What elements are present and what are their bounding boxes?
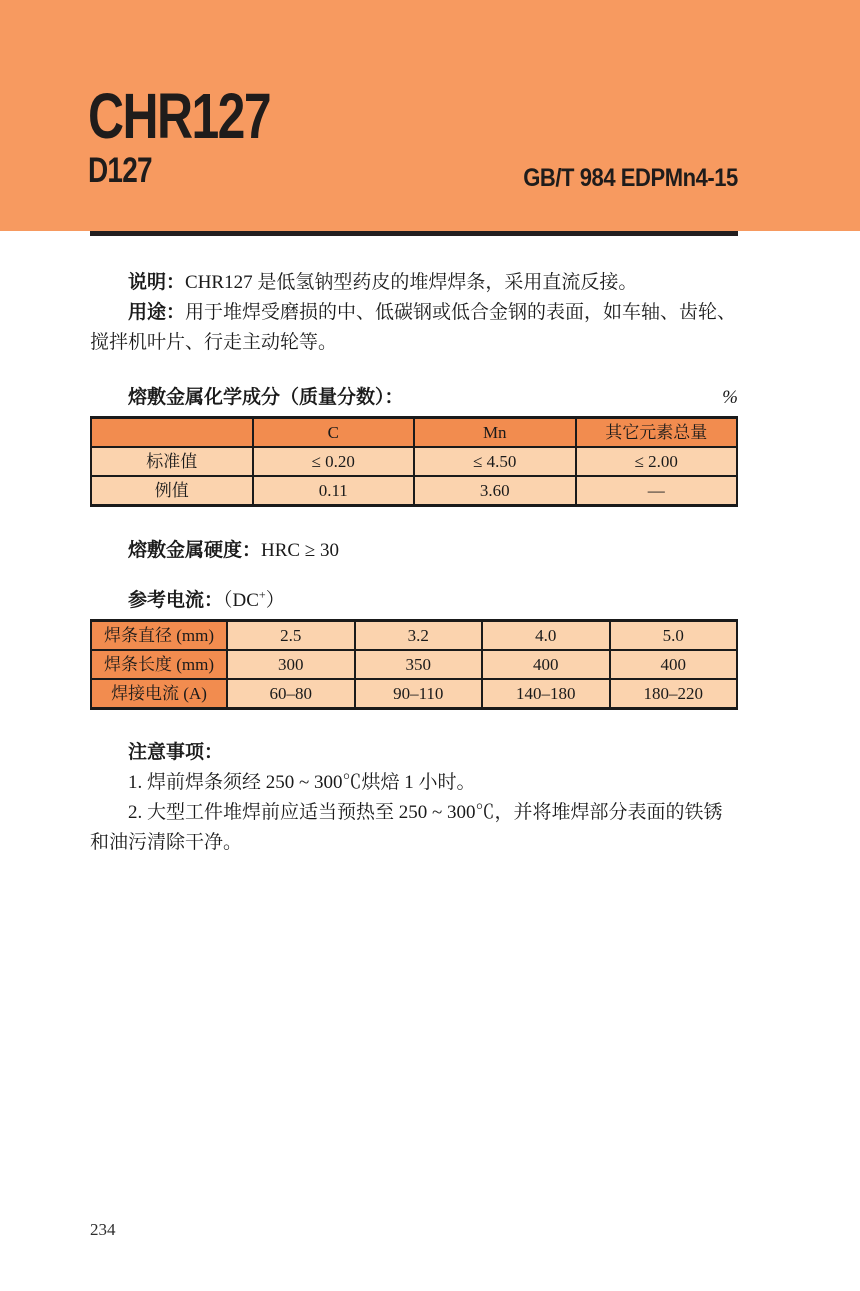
current-condition-prefix: （DC	[223, 590, 259, 611]
hardness-label: 熔敷金属硬度：	[128, 540, 262, 561]
composition-col-header-c: C	[253, 418, 415, 448]
header-banner	[0, 0, 860, 231]
parameters-cell: 400	[610, 650, 738, 679]
row-label: 标准值	[91, 447, 253, 476]
current-label: 参考电流：	[128, 590, 224, 611]
composition-row-example	[91, 476, 737, 506]
notes-title-line	[90, 738, 738, 768]
composition-col-header-mn: Mn	[414, 418, 576, 448]
notes-title: 注意事项：	[128, 742, 224, 763]
product-code-title: CHR127	[88, 80, 271, 152]
intro-yongtu-line-2	[90, 328, 738, 358]
composition-cell: 3.60	[414, 476, 576, 506]
parameters-cell: 300	[227, 650, 355, 679]
hardness-line	[90, 537, 738, 565]
yongtu-text-1: 用于堆焊受磨损的中、低碳钢或低合金钢的表面，如车轴、齿轮、	[185, 302, 737, 323]
parameters-row-diameter	[91, 621, 737, 651]
note-item-1: 1. 焊前焊条须经 250 ~ 300℃烘焙 1 小时。	[128, 772, 476, 793]
composition-header-row	[91, 418, 737, 448]
parameters-cell: 2.5	[227, 621, 355, 651]
yongtu-label: 用途：	[128, 302, 186, 323]
parameters-cell: 5.0	[610, 621, 738, 651]
note-item-2-line-1: 2. 大型工件堆焊前应适当预热至 250 ~ 300℃，并将堆焊部分表面的铁锈	[128, 802, 723, 823]
intro-section	[90, 268, 738, 358]
parameters-table	[90, 619, 738, 710]
intro-shuoming-line	[90, 268, 738, 298]
composition-cell: —	[576, 476, 738, 506]
current-line	[90, 587, 738, 615]
parameters-cell: 60–80	[227, 679, 355, 709]
yongtu-text-2: 搅拌机叶片、行走主动轮等。	[90, 332, 338, 353]
composition-unit: %	[722, 387, 738, 408]
parameters-cell: 350	[355, 650, 483, 679]
divider-rule	[90, 231, 738, 236]
notes-section	[90, 738, 738, 858]
intro-yongtu-line-1	[90, 298, 738, 328]
model-code: D127	[88, 151, 152, 190]
parameters-row-length	[91, 650, 737, 679]
composition-row-standard	[91, 447, 737, 476]
composition-title: 熔敷金属化学成分（质量分数）：	[128, 387, 404, 408]
row-label: 焊条直径 (mm)	[91, 621, 227, 651]
page-content	[90, 268, 738, 858]
parameters-cell: 400	[482, 650, 610, 679]
standard-designation: GB/T 984 EDPMn4-15	[523, 164, 738, 192]
parameters-cell: 4.0	[482, 621, 610, 651]
composition-cell: ≤ 0.20	[253, 447, 415, 476]
row-label: 焊接电流 (A)	[91, 679, 227, 709]
note-item-2-line-2: 和油污清除干净。	[90, 832, 243, 853]
composition-section-head	[90, 384, 738, 412]
parameters-row-current	[91, 679, 737, 709]
page-number: 234	[90, 1220, 116, 1239]
composition-table	[90, 416, 738, 507]
row-label: 焊条长度 (mm)	[91, 650, 227, 679]
parameters-cell: 180–220	[610, 679, 738, 709]
hardness-value: HRC ≥ 30	[261, 540, 340, 561]
composition-cell: ≤ 4.50	[414, 447, 576, 476]
parameters-cell: 140–180	[482, 679, 610, 709]
parameters-cell: 3.2	[355, 621, 483, 651]
current-condition-suffix: ）	[265, 590, 285, 611]
shuoming-label: 说明：	[128, 272, 186, 293]
current-condition-sup: +	[258, 587, 266, 602]
shuoming-text: CHR127 是低氢钠型药皮的堆焊焊条，采用直流反接。	[185, 272, 638, 293]
row-label: 例值	[91, 476, 253, 506]
composition-cell: 0.11	[253, 476, 415, 506]
composition-cell: ≤ 2.00	[576, 447, 738, 476]
composition-col-header-others: 其它元素总量	[576, 418, 738, 448]
composition-col-header-blank	[91, 418, 253, 448]
parameters-cell: 90–110	[355, 679, 483, 709]
